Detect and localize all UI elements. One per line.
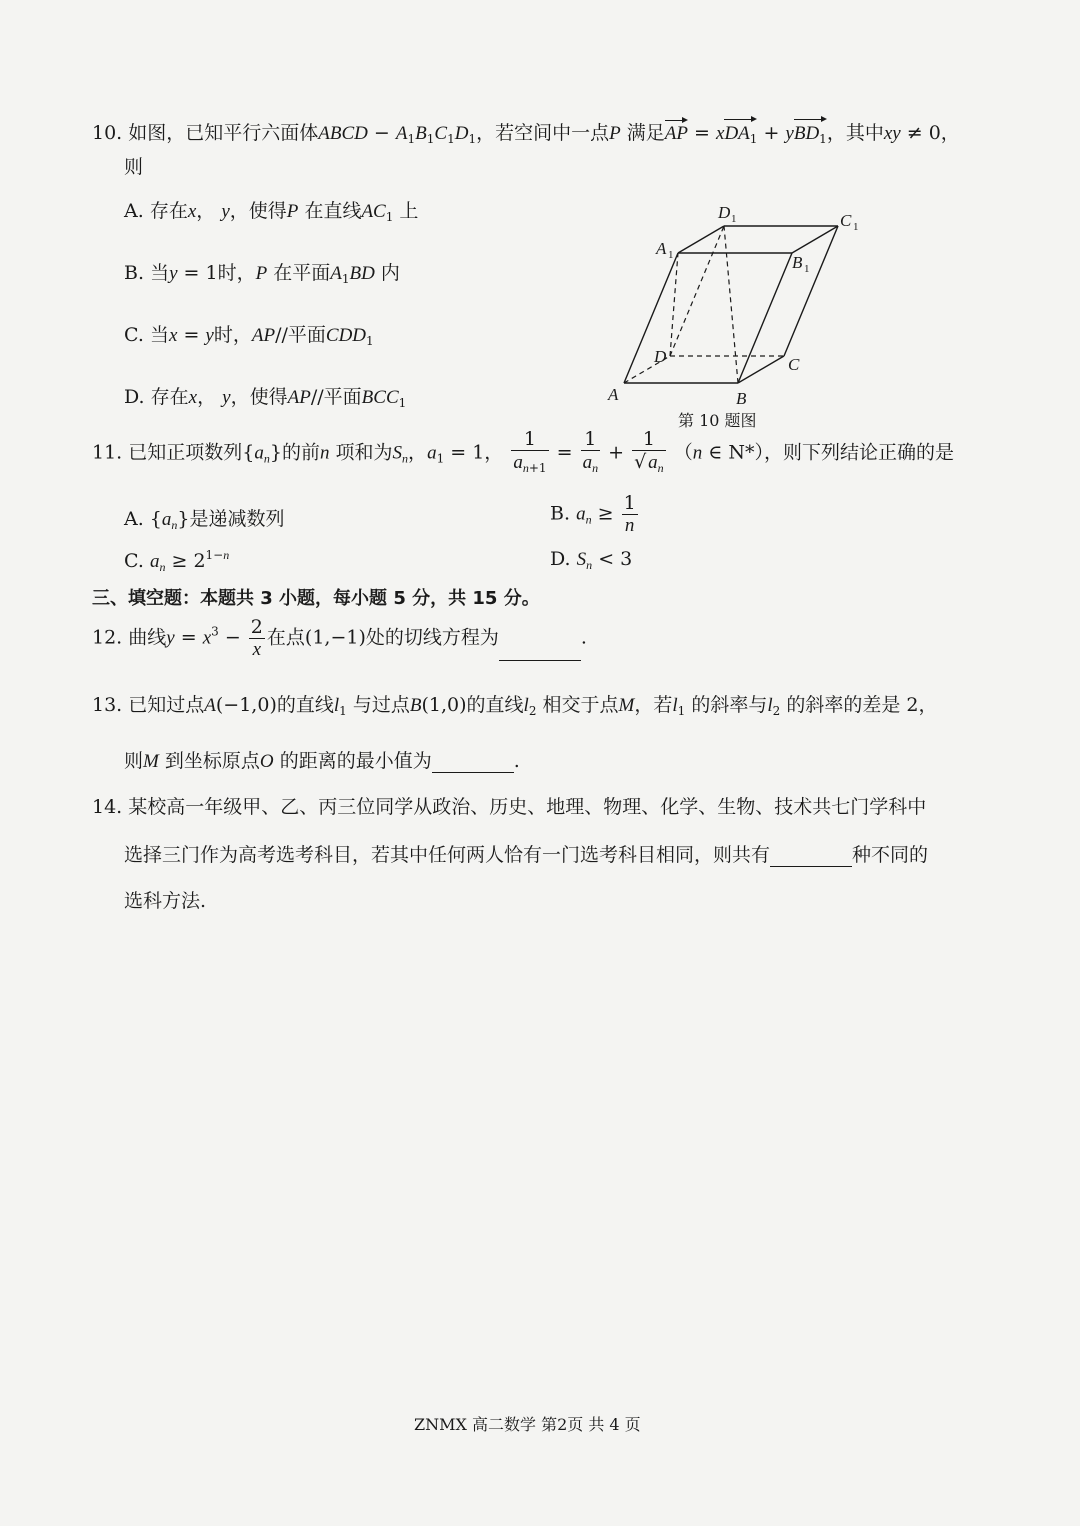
edge-B-B1 [738,253,792,383]
label-C1-sub: 1 [853,221,859,233]
option-label: A. [124,508,144,530]
q10-option-d: D. 存在x， y，使得AP//平面$BCC_1$ [124,386,407,410]
label-B1-sub: 1 [804,263,810,275]
q14-line1: 14. 某校高一年级甲、乙、丙三位同学从政治、历史、地理、物理、化学、生物、技术共七门学科中 [92,796,927,818]
label-B: B [736,389,747,408]
label-A1: A [656,239,667,258]
label-D1-sub: 1 [731,213,737,225]
label-D: D [654,347,667,366]
q14-number: 14. [92,796,123,818]
label-A: A [608,385,619,404]
q13-number: 13. [92,694,123,716]
q11-option-c: C. $a_n \ge 2^{1-n}$ [124,548,230,574]
option-label: A. [124,200,144,222]
q13-line2: 则M 到坐标原点O 的距离的最小值为 . [124,750,520,772]
diag-B-D1 [724,226,738,383]
label-C1: C [840,211,852,230]
q14-line3: 选科方法. [124,890,207,912]
q12-number: 12. [92,626,123,649]
edge-C-C1 [784,226,838,356]
q11-option-a: A. $\{a_n\}$是递减数列 [124,508,285,532]
q10-option-c: C. 当x = y时，AP//平面$CDD_1$ [124,324,374,348]
parallelepiped-figure [600,198,880,410]
q14-line2: 选择三门作为高考选考科目，若其中任何两人恰有一门选考科目相同，则共有 种不同的 [124,844,929,866]
q10-stem-cont: 则 [124,156,144,178]
q10-number: 10. [92,122,123,144]
q14-answer-blank[interactable] [770,848,852,867]
q13-answer-blank[interactable] [432,754,514,773]
q12-answer-blank[interactable] [499,642,581,661]
option-label: D. [124,386,145,408]
edge-A1-D1 [678,226,724,253]
option-label: C. [124,324,144,346]
edge-B1-C1 [792,226,838,253]
section-3-title: 三、填空题：本题共 3 小题，每小题 5 分，共 15 分。 [92,588,540,609]
q11-option-b: B. $a_n$ ≥ $\frac{1}{n}$ [550,492,636,536]
q11-stem: 11. 已知正项数列$\{a_n\}$的前n 项和为$S_n$，$a_1 = 1$， $\frac{1}{a_{n+1}}$ = $\frac{1}{a_n}$ + $\frac{1}{√ a_n}$ （n ∈ N*），则下列结论正确的是 [92,428,955,475]
q10-option-a: A. 存在x， y，使得P 在直线$AC_1$ 上 [124,200,419,224]
label-A1-sub: 1 [668,249,674,261]
q10-stem: 10. 如图，已知平行六面体ABCD − $A_1B_1C_1D_1$，若空间中一点P 满足AP = xDA$_1$ + yBD$_1$，其中xy ≠ 0， [92,122,960,146]
label-D1: D [718,203,731,222]
edge-B-C [738,356,784,383]
option-label: D. [550,548,571,570]
edge-D-D1 [670,226,724,356]
q11-option-d: D. $S_n < 3$ [550,548,633,572]
figure-caption: 第 10 题图 [678,411,757,430]
q12: 12. 曲线$y = x^3$ − $\frac{2}{x}$ 在点(1,−1)处的切线方程为 . [92,616,587,660]
option-label: B. [550,502,571,525]
q13-line1: 13. 已知过点A(−1,0)的直线$l_1$ 与过点B(1,0)的直线$l_2$ 相交于点M，若$l_1$ 的斜率与$l_2$ 的斜率的差是 2， [92,694,938,718]
label-B1: B [792,253,803,272]
option-label: B. [124,262,145,284]
option-label: C. [124,550,144,572]
label-C: C [788,355,800,374]
edge-A-A1 [624,253,678,383]
q10-option-b: B. 当y = 1时，P 在平面$A_1BD$ 内 [124,262,400,286]
q11-number: 11. [92,441,123,464]
page-footer: ZNMX 高二数学 第2页 共 4 页 [414,1415,641,1434]
